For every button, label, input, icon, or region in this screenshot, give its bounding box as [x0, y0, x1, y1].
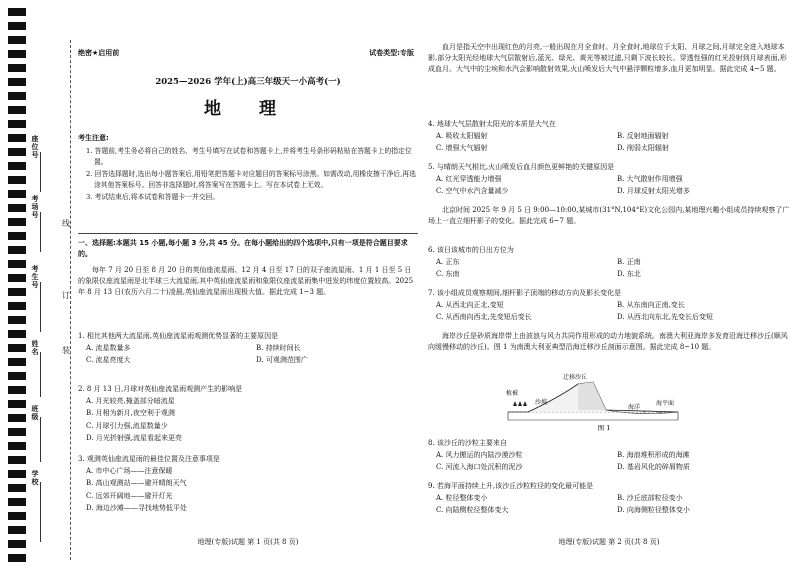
question-8 [428, 438, 790, 474]
secret-mark: 绝密★启用前 [78, 49, 120, 57]
class-label: 班级 [31, 405, 39, 421]
option-b[interactable]: B. 沙丘底部粒径变小 [617, 494, 683, 503]
option-b[interactable]: B. 月相为新月,夜空利于观测 [86, 409, 175, 418]
exam-title: 2025—2026 学年(上)高三年级天一小高考(一) [155, 77, 341, 87]
dune-profile-diagram [428, 368, 790, 434]
option-a[interactable]: A. 粒径整体变小 [436, 494, 488, 503]
option-c[interactable]: C. 向陆侧粒径整体变大 [436, 506, 509, 515]
figure-dune-profile [428, 368, 790, 438]
option-b[interactable]: B. 海浪堆积形成的海滩 [617, 451, 690, 460]
option-d[interactable]: D. 月球反射太阳光增多 [617, 187, 690, 196]
option-b[interactable]: B. 反射地面辐射 [617, 132, 669, 141]
notes-heading: 考生注意: [78, 134, 109, 142]
option-d[interactable]: D. 海边沙滩——寻找地势低平处 [86, 503, 187, 512]
question-1 [78, 331, 418, 367]
section-heading: 一、选择题:本题共 15 小题,每小题 3 分,共 45 分。在每小题给出的四个选项中,只有一项是符合题目要求的。 [78, 233, 418, 260]
binding-char-ding: 订 [62, 291, 70, 300]
school-field[interactable] [40, 482, 41, 542]
option-b[interactable]: B. 持续时间长 [256, 344, 301, 353]
seat-no-label: 座位号 [31, 135, 39, 159]
option-b[interactable]: B. 高山观测站——避开晴朗天气 [86, 479, 187, 488]
binding-char-zhuang: 装 [62, 346, 70, 355]
option-a[interactable]: A. 从西北向正北,变短 [436, 301, 504, 310]
question-stem: 8. 该沙丘的沙粒主要来自 [428, 439, 507, 447]
notes-list [78, 146, 418, 205]
passage-dune [428, 331, 790, 353]
label-sea-level: 海平面 [656, 400, 675, 407]
class-field[interactable] [40, 417, 41, 462]
question-7 [428, 288, 790, 324]
option-c[interactable]: C. 远郊开阔地——避开灯光 [86, 491, 173, 500]
option-a[interactable]: A. 市中心广场——注意保暖 [86, 467, 173, 476]
page-footer: 地理(专版)试题 第 2 页(共 8 页) [558, 538, 660, 546]
school-label: 学校 [31, 470, 39, 486]
passage-text: 海岸沙丘是砂质海岸带上由波浪与风力共同作用形成的动力地貌系统。南澳大利亚海岸多发育沿海迁移沙丘(顺风向缓慢移动的沙丘)。图 1 为南澳大利亚典型沿海迁移沙丘剖面示意图。据此完成 8~10 题。 [428, 332, 788, 352]
label-vegetation: 植被 [506, 390, 519, 397]
option-d[interactable]: D. 从西北向东北,先变长后变短 [617, 313, 714, 322]
option-c[interactable]: C. 空气中水汽含量减少 [436, 187, 509, 196]
option-c[interactable]: C. 增强大气辐射 [436, 144, 488, 153]
passage-meteor [78, 265, 418, 299]
option-a[interactable]: A. 风力搬运的内陆沙漠沙粒 [436, 451, 523, 460]
option-a[interactable]: A. 月光较亮,掩盖部分暗流星 [86, 397, 175, 406]
room-no-label: 考场号 [31, 195, 39, 219]
question-2 [78, 384, 418, 444]
name-field[interactable] [40, 352, 41, 397]
option-c[interactable]: C. 河流入海口处沉积的泥沙 [436, 463, 523, 472]
option-c[interactable]: C. 东南 [436, 270, 460, 279]
option-c[interactable]: C. 月球引力强,流星数量少 [86, 421, 168, 430]
question-stem: 4. 地球大气层散射太阳光的本质是大气在 [428, 120, 556, 128]
option-b[interactable]: B. 从东南向正南,变长 [617, 301, 685, 310]
passage-text: 每年 7 月 20 日至 8 月 20 日的英仙座流星雨、12 月 4 日至 17 日的双子座流星雨、1 月 1 日至 5 日的象限仪座流星雨是北半球三大流星雨,其中英仙座流星雨和象限仪座流星雨集中迸发的纬度位置较高。2025 年 8 月 13 日(农历六月二十)凌晨,英仙座流星雨出现极大值。据此完成 1~3 题。 [78, 266, 414, 297]
name-label: 姓名 [31, 340, 39, 356]
tree-icons [513, 401, 527, 406]
option-b[interactable]: B. 正南 [617, 258, 641, 267]
option-d[interactable]: D. 向海侧粒径整体变小 [617, 506, 690, 515]
exam-no-label: 考生号 [31, 265, 39, 289]
exam-no-field[interactable] [40, 282, 41, 332]
label-slope: 沙坡 [535, 399, 548, 406]
label-sea: 海洋 [628, 404, 641, 411]
binding-char-xian: 线 [62, 219, 70, 228]
question-9 [428, 481, 790, 517]
question-stem: 6. 该日该城市的日出方位为 [428, 246, 514, 254]
question-stem: 1. 相比其他两大流星雨,英仙座流星雨观测优势显著的主要原因是 [78, 332, 279, 340]
binding-strip [0, 0, 74, 579]
option-d[interactable]: D. 月光折射强,流星看起来更亮 [86, 433, 183, 442]
question-stem: 3. 观测英仙座流星雨的最佳位置及注意事项是 [78, 455, 220, 463]
question-3 [78, 454, 418, 514]
barcode-marks [8, 0, 26, 579]
room-no-field[interactable] [40, 212, 41, 252]
option-d[interactable]: D. 基岩风化的碎屑物质 [617, 463, 690, 472]
page-footer: 地理(专版)试题 第 1 页(共 8 页) [197, 538, 299, 546]
note-item: 2. 回答选择题时,选出每小题答案后,用铅笔把答题卡对应题目的答案标号涂黑。如需改动,用橡皮擦干净后,再选涂其他答案标号。回答非选择题时,将答案写在答题卡上。写在本试卷上无效。 [86, 170, 416, 189]
note-item: 1. 答题前,考生务必将自己的姓名、考生号填写在试卷和答题卡上,并将考生号条形码粘贴在答题卡上的指定位置。 [86, 147, 412, 166]
exam-type: 试卷类型:专版 [369, 49, 414, 57]
option-d[interactable]: D. 削弱太阳辐射 [617, 144, 669, 153]
option-d[interactable]: D. 可观测范围广 [256, 356, 308, 365]
question-6 [428, 245, 790, 281]
binding-line [70, 40, 71, 560]
option-d[interactable]: D. 东北 [617, 270, 641, 279]
figure-caption: 图 1 [597, 424, 611, 432]
seat-no-field[interactable] [40, 152, 41, 192]
option-a[interactable]: A. 流星数量多 [86, 344, 131, 353]
option-c[interactable]: C. 流星亮度大 [86, 356, 131, 365]
note-item: 3. 考试结束后,将本试卷和答题卡一并交回。 [86, 193, 220, 202]
question-stem: 7. 该小组成员观察期间,细杆影子顶端的移动方向及影长变化是 [428, 289, 622, 297]
option-a[interactable]: A. 吸收太阳辐射 [436, 132, 488, 141]
question-5 [428, 162, 790, 198]
question-4 [428, 119, 790, 155]
question-stem: 9. 若海平面持续上升,该沙丘沙粒粒径的变化最可能是 [428, 482, 594, 490]
option-a[interactable]: A. 正东 [436, 258, 460, 267]
option-c[interactable]: C. 从西南向西北,先变短后变长 [436, 313, 532, 322]
passage-text: 血月是指天空中出现红色的月亮,一般出现在月全食时。月全食时,地球位于太阳、月球之间,月球完全进入地球本影,部分太阳光经地球大气层散射后,蓝光、绿光、黄光等被过滤,只剩下波长较长、穿透性强的红光投射到月球表面,形成血月。大气中的尘埃和水汽会影响散射效果,火山喷发后大气中悬浮颗粒增多,血月更加明显。据此完成 4~5 题。 [428, 43, 787, 74]
passage-shadow [428, 205, 790, 227]
question-stem: 2. 8 月 13 日,月球对英仙座流星雨观测产生的影响是 [78, 385, 243, 393]
passage-text: 北京时间 2025 年 9 月 5 日 9:00—10:00,某城市(31°N,104°E)文化公园内,某地理兴趣小组成员持续观察了广场上一直立细杆影子的变化。据此完成 6~7 题。 [428, 206, 790, 226]
label-dune: 迁移沙丘 [563, 374, 588, 381]
option-b[interactable]: B. 大气散射作用增强 [617, 175, 683, 184]
option-a[interactable]: A. 红光穿透能力增强 [436, 175, 502, 184]
passage-blood-moon [428, 42, 790, 76]
question-stem: 5. 与晴朗天气相比,火山喷发后血月颜色更鲜艳的关键原因是 [428, 163, 615, 171]
subject-title: 地 理 [204, 99, 292, 119]
